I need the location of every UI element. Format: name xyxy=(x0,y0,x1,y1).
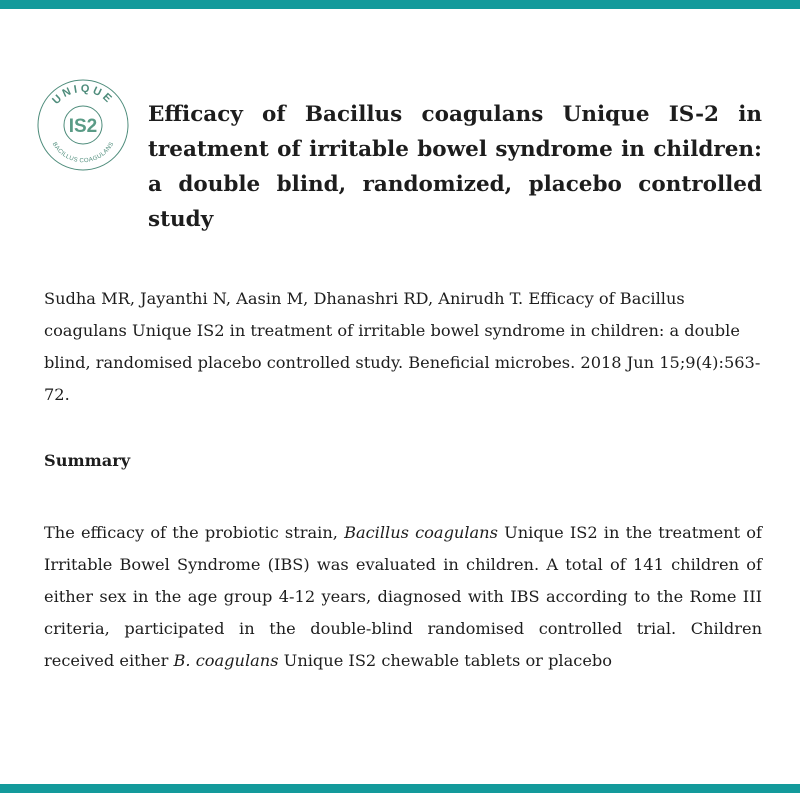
svg-text:UNIQUE: UNIQUE xyxy=(50,82,116,107)
svg-text:IS2: IS2 xyxy=(68,116,98,137)
summary-text: The efficacy of the probiotic strain, Bacillus coagulans Unique IS2 in the treatment of Irritable Bowel Syndrome (IBS) was evaluated in children. A total of 141 children of either sex in the age group 4-12 years, diagnosed with IBS according to the Rome III criteria, participated in the double-blind randomised controlled trial. Children received either B. coagulans Unique IS2 chewable tablets or placebo xyxy=(44,523,762,670)
unique-is2-logo xyxy=(36,78,130,172)
svg-text:BACILLUS COAGULANS: BACILLUS COAGULANS xyxy=(50,141,116,165)
top-accent-bar xyxy=(0,0,800,9)
citation: Sudha MR, Jayanthi N, Aasin M, Dhanashri RD, Anirudh T. Efficacy of Bacillus coagulans Unique IS2 in treatment of irritable bowel syndrome in children: a double blind, randomised placebo controlled study. Beneficial microbes. 2018 Jun 15;9(4):563-72. xyxy=(44,289,761,404)
bottom-accent-bar xyxy=(0,784,800,793)
summary-heading: Summary xyxy=(44,451,131,470)
article-title: Efficacy of Bacillus coagulans Unique IS-2 in treatment of irritable bowel syndrome in children: a double blind, randomized, placebo controlled study xyxy=(148,102,762,232)
